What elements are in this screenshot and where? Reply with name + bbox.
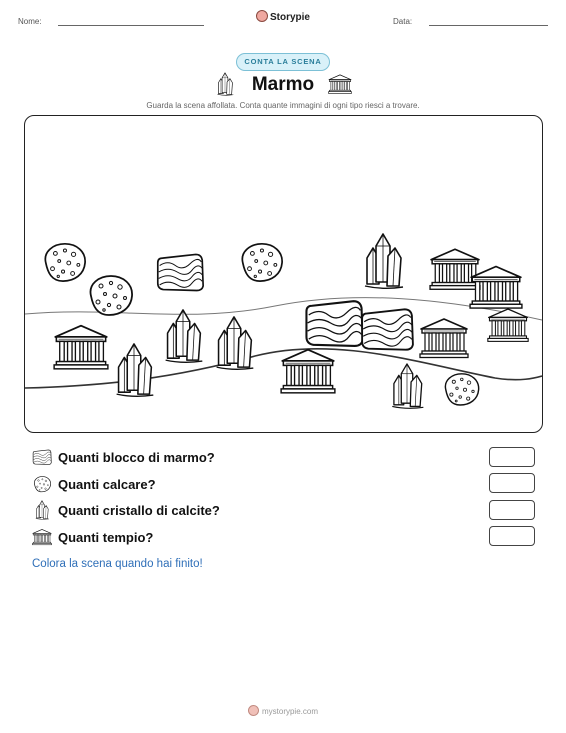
pig-logo-icon — [256, 10, 268, 22]
scene-illustration — [25, 116, 542, 432]
answer-box-4[interactable] — [489, 526, 535, 546]
footer — [0, 705, 566, 716]
question-4 — [32, 526, 153, 548]
page-title: Marmo — [251, 74, 315, 95]
name-label: Nome: — [18, 17, 42, 26]
activity-badge: CONTA LA SCENA — [236, 53, 330, 71]
temple-icon — [328, 73, 352, 95]
answer-box-2[interactable] — [489, 473, 535, 493]
temple-icon — [32, 528, 52, 546]
coloring-prompt: Colora la scena quando hai finito! — [32, 558, 203, 570]
limestone-icon — [32, 475, 52, 493]
question-3 — [32, 499, 220, 521]
name-field[interactable] — [58, 25, 204, 26]
calcite-crystal-icon — [32, 500, 52, 520]
brand-logo — [0, 10, 566, 23]
counting-scene — [24, 115, 543, 433]
brand-name: Storypie — [269, 12, 310, 23]
answer-box-1[interactable] — [489, 447, 535, 467]
pig-logo-icon — [248, 705, 259, 716]
question-2 — [32, 473, 156, 495]
question-text: Quanti blocco di marmo? — [58, 449, 215, 465]
question-text: Quanti calcare? — [58, 476, 156, 492]
question-1 — [32, 446, 215, 468]
date-label: Data: — [393, 17, 413, 26]
question-text: Quanti cristallo di calcite? — [58, 502, 220, 518]
footer-url: mystorypie.com — [261, 707, 318, 716]
answer-box-3[interactable] — [489, 500, 535, 520]
question-text: Quanti tempio? — [58, 529, 154, 545]
marble-block-icon — [32, 448, 52, 466]
instructions: Guarda la scena affollata. Conta quante immagini di ogni tipo riesci a trovare. — [146, 101, 420, 110]
date-field[interactable] — [429, 25, 548, 26]
